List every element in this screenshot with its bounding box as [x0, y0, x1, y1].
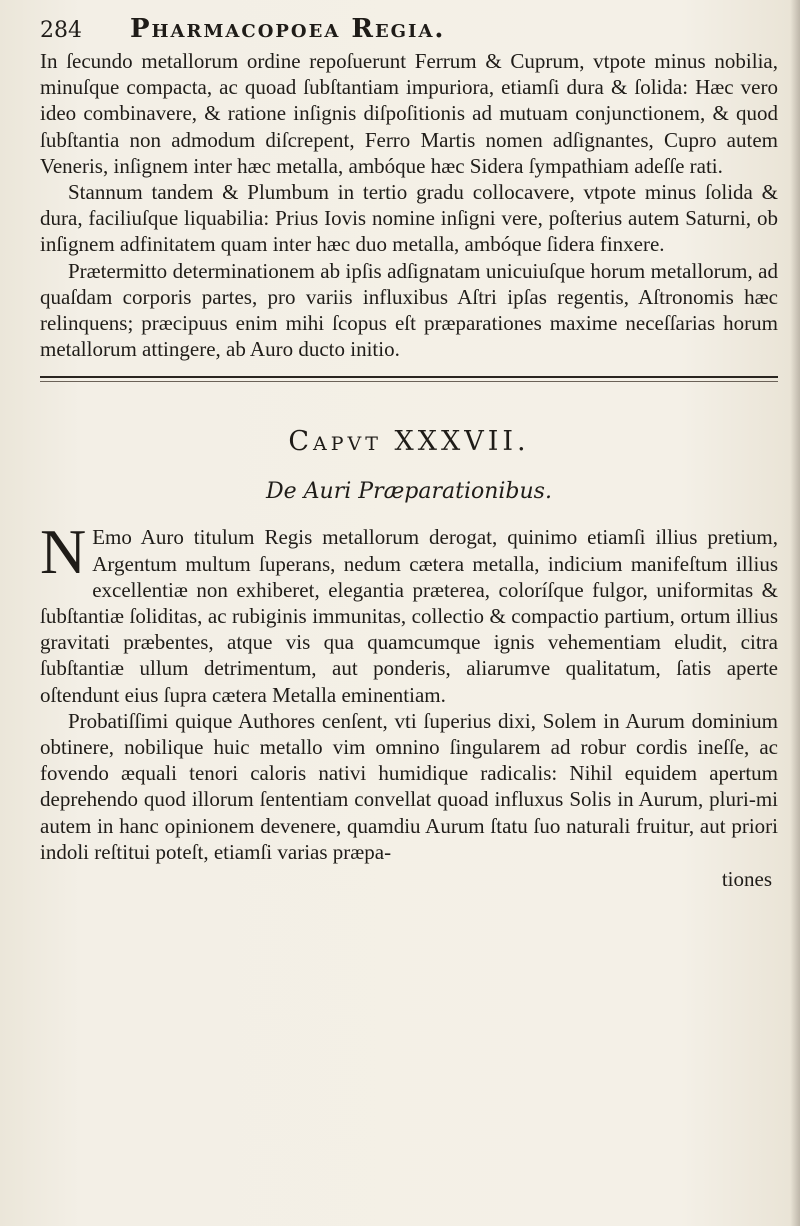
chapter-heading: Capvt XXXVII.	[288, 426, 530, 458]
paragraph-determination: Prætermitto determinationem ab ipſis adſignatam unicuiuſque horum metallorum, ad quaſdam corporis partes, pro variis influxibus Aſtri ipſas regentis, Aſtronomis hæc relinquens; præcipuus enim mihi ſcopus eſt præparationes maxime neceſſarias horum metallorum attingere, ab Auro ducto initio.	[40, 258, 778, 362]
paragraph-tin-lead: Stannum tandem & Plumbum in tertio gradu collocavere, vtpote minus ſolida & dura, faciliuſque liquabilia: Prius Iovis nomine inſigni vere, poſterius autem Saturni, ob inſignem adfinitatem quam inter hæc duo metalla, ambóque ſidera finxere.	[40, 180, 778, 257]
paragraph-gold-king: Emo Auro titulum Regis metallorum derogat, quinimo etiamſi illius pretium, Argentum multum ſuperans, nedum cætera metalla, indicium manifeſtum illius excellentiæ non exhiberet, elegantia præterea, coloríſque fulgor, uniformitas & ſubſtantiæ ſoliditas, ac rubiginis immunitas, collectio & compactio partium, ortum illius gravitati præbentes, atque vis qua quamcumque ignis vehementiam eludit, citra ſubſtantiæ ullum detrimentum, aut ponderis, aliarumve qualitatum, ſatis aperte oſtendunt eius ſupra cætera Metalla eminentiam.	[40, 525, 778, 707]
paragraph-metals-second-order: In ſecundo metallorum ordine repoſuerunt Ferrum & Cuprum, vtpote minus nobilia, minuſque compacta, ac quoad ſubſtantiam impuriora, etiamſi dura & ſolida: Hæc vero ideo combinavere, & ratione inſignis diſpoſitionis ad mutuam conjunctionem, & quod ſubſtantia non admodum diſcrepent, Ferro Martis nomen adſignantes, Cupro autem Veneris, inſignem inter hæc metalla, ambóque hæc Sidera ſympathiam adeſſe rati.	[40, 49, 778, 178]
page-gutter-shadow	[790, 0, 800, 1226]
paragraph-sun-dominion: Probatiſſimi quique Authores cenſent, vti ſuperius dixi, Solem in Aurum dominium obtinere, nobilique huic metallo vim omnino ſingularem ad robur cordis ineſſe, ac fovendo æquali tenori caloris nativi humidique radicalis: Nihil equidem apertum deprehendo quod illorum ſententiam convellat quoad influxus Solis in Aurum, pluri-mi autem in hanc opinionem devenere, quamdiu Aurum ſtatu ſuo naturali fruitur, aut priori indoli reſtitui poteſt, etiamſi varias præpa-	[40, 708, 778, 864]
running-title: Pharmacopoea Regia.	[130, 14, 446, 44]
drop-cap: N	[40, 516, 87, 588]
page-number: 284	[40, 18, 82, 43]
catchword: tiones	[721, 867, 772, 892]
chapter-opening	[40, 516, 778, 707]
chapter-subtitle: De Auri Præparationibus.	[266, 479, 552, 505]
section-divider-rule	[40, 376, 778, 382]
page-header	[40, 14, 778, 44]
